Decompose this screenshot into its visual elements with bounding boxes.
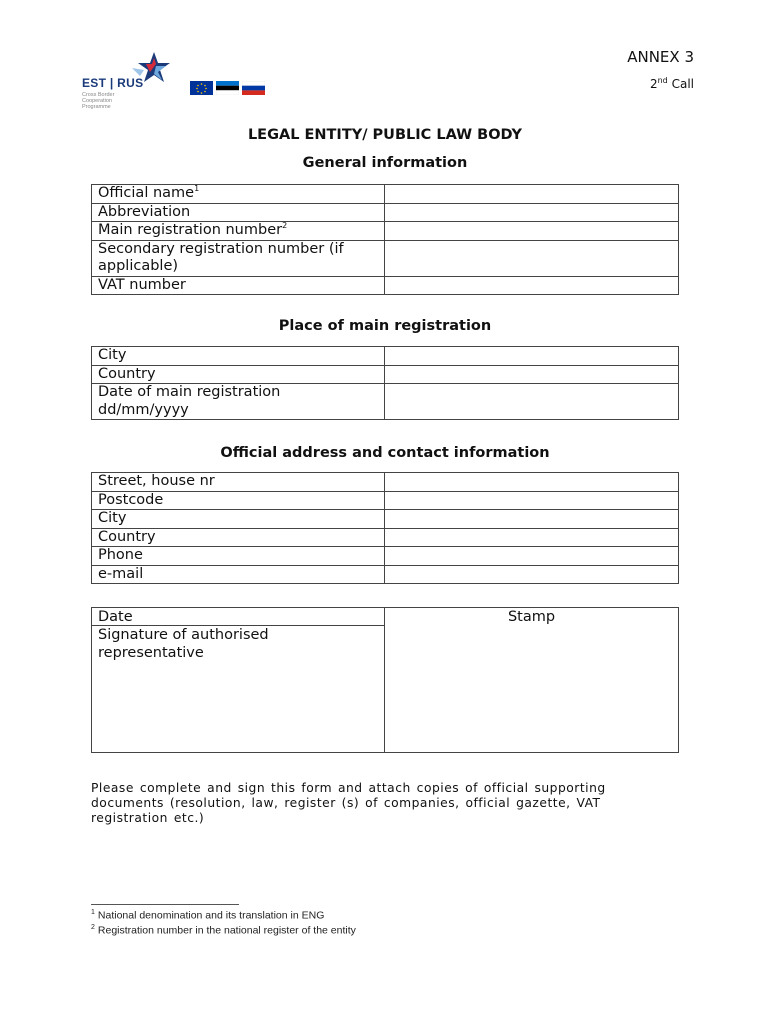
footnote-1: $^1$ National denomination and its translation in ENG	[91, 909, 325, 922]
call-word: Call	[671, 77, 694, 91]
registration-city-label: City	[92, 347, 385, 366]
official-name-label: Official name$^1$	[92, 185, 385, 204]
estonia-flag-icon	[216, 81, 239, 95]
page-title: LEGAL ENTITY/ PUBLIC LAW BODY	[247, 127, 523, 143]
phone-field[interactable]	[385, 547, 679, 566]
table-row	[92, 565, 679, 584]
vat-number-field[interactable]	[385, 276, 679, 295]
table-row	[92, 222, 679, 241]
address-city-field[interactable]	[385, 510, 679, 529]
russia-flag-icon	[242, 81, 265, 95]
table-row	[92, 276, 679, 295]
signature-area[interactable]	[92, 608, 385, 752]
phone-label: Phone	[92, 547, 385, 566]
registration-country-label: Country	[92, 365, 385, 384]
registration-date-label: Date of main registration dd/mm/yyyy	[92, 384, 385, 420]
address-country-field[interactable]	[385, 528, 679, 547]
main-registration-number-field[interactable]	[385, 222, 679, 241]
address-table	[91, 472, 679, 584]
call-number: 2	[649, 77, 658, 91]
registration-city-field[interactable]	[385, 347, 679, 366]
registration-country-field[interactable]	[385, 365, 679, 384]
footnote-divider	[91, 904, 239, 905]
table-row	[92, 528, 679, 547]
footnote-2: $^2$ Registration number in the national register of the entity	[91, 924, 356, 937]
call-label	[650, 76, 694, 91]
main-registration-number-label: Main registration number$^2$	[92, 222, 385, 241]
postcode-label: Postcode	[92, 491, 385, 510]
table-row	[92, 240, 679, 276]
email-label: e-mail	[92, 565, 385, 584]
official-name-field[interactable]	[385, 185, 679, 204]
abbreviation-label: Abbreviation	[92, 203, 385, 222]
call-suffix: nd	[657, 76, 668, 85]
general-info-heading: General information	[302, 155, 468, 171]
registration-table	[91, 346, 679, 420]
eu-flag-icon	[190, 81, 213, 95]
footnote-mark: 1	[194, 184, 200, 194]
street-label: Street, house nr	[92, 473, 385, 492]
annex-label: ANNEX 3	[627, 48, 694, 66]
email-field[interactable]	[385, 565, 679, 584]
signature-block	[91, 607, 679, 753]
postcode-field[interactable]	[385, 491, 679, 510]
programme-logo	[82, 48, 282, 108]
table-row	[92, 547, 679, 566]
authorised-signature-label: Signature of authorised representative	[98, 627, 269, 661]
secondary-registration-number-label: Secondary registration number (if applicable)	[92, 240, 385, 276]
logo-subtext: Cross Border Cooperation Programme	[82, 92, 115, 110]
address-heading: Official address and contact information	[220, 445, 550, 461]
table-row	[92, 491, 679, 510]
table-row	[92, 185, 679, 204]
table-row	[92, 473, 679, 492]
table-row	[92, 365, 679, 384]
secondary-registration-number-field[interactable]	[385, 240, 679, 276]
table-row	[92, 347, 679, 366]
date-format-hint: dd/mm/yyyy	[98, 401, 189, 418]
street-field[interactable]	[385, 473, 679, 492]
date-label[interactable]: Date	[92, 608, 384, 626]
flags	[190, 81, 265, 95]
registration-heading: Place of main registration	[278, 318, 492, 334]
vat-number-label: VAT number	[92, 276, 385, 295]
abbreviation-field[interactable]	[385, 203, 679, 222]
address-country-label: Country	[92, 528, 385, 547]
instructions-note: Please complete and sign this form and attach copies of official supporting documents (resolution, law, register (s) of companies, official gazette, VAT registration etc.)	[91, 781, 606, 825]
stamp-label: Stamp	[507, 609, 556, 625]
table-row	[92, 510, 679, 529]
footnote-mark: 2	[282, 221, 288, 231]
logo-text: EST | RUS	[82, 76, 144, 90]
table-row	[92, 203, 679, 222]
registration-date-field[interactable]	[385, 384, 679, 420]
general-info-table	[91, 184, 679, 295]
table-row	[92, 384, 679, 420]
address-city-label: City	[92, 510, 385, 529]
